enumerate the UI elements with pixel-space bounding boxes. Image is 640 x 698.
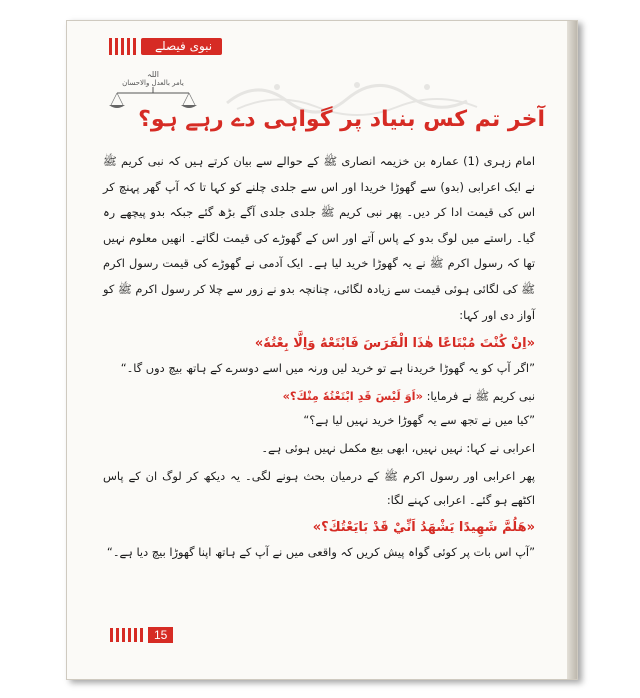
bedouin-reply: اعرابی نے کہا: نہیں نہیں، ابھی بیع مکمل نہیں ہوئی ہے۔: [261, 441, 535, 456]
prophet-said-prefix: نبی کریم ﷺ نے فرمایا:: [426, 389, 535, 404]
narrative-paragraph: امام زہری (1) عمارہ بن خزیمہ انصاری ﷺ کے حوالے سے بیان کرتے ہیں کہ نبی کریم ﷺ نے ایک اعرابی (بدو) سے گھوڑا خریدا اور اس سے جلدی چلنے کو کہا تا کہ آپ گھر پہنچ کر اس کی قیمت ادا کر دیں۔ پھر نبی کریم ﷺ جلدی جلدی آگے بڑھ گئے جبکہ بدو پیچھے رہ گیا۔ راستے میں لوگ بدو کے پاس آتے اور اس کے گھوڑے کی قیمت لگاتے۔ انھیں معلوم نہیں تھا کہ رسول اکرم ﷺ نے یہ گھوڑا خرید لیا ہے۔ ایک آدمی نے گھوڑے کی قیمت رسول اکرم ﷺ کی لگائی ہوئی قیمت سے زیادہ لگائی، چنانچہ بدو نے زور سے چلا کر رسول اکرم ﷺ کو آواز دی اور کہا:: [103, 154, 535, 322]
page-footer: [110, 627, 173, 643]
page-content: [103, 149, 535, 564]
page-title: آخر تم کس بنیاد پر گواہی دے رہے ہو؟: [138, 107, 545, 132]
section-header: [109, 38, 222, 55]
book-spine: [567, 21, 577, 679]
bedouin-quote-arabic: «اِنْ كُنْتَ مُبْتَاعًا هٰذَا الْفَرَسَ فَابْتَعْهُ وَاِلَّا بِعْتُهٗ»: [254, 336, 535, 352]
footer-bars: [110, 628, 143, 642]
prophet-response: [103, 384, 535, 408]
dispute-paragraph: پھر اعرابی اور رسول اکرم ﷺ کے درمیان بحث ہونے لگی۔ یہ دیکھ کر لوگ ان کے پاس اکٹھے ہو گئے۔ اعرابی کہنے لگا:: [103, 469, 535, 508]
emblem-motto: یامر بالعدل والاحسان: [122, 78, 184, 87]
header-bars: [109, 38, 136, 55]
prophet-quote-urdu: ”کیا میں نے تجھ سے یہ گھوڑا خرید نہیں لیا ہے؟“: [303, 413, 535, 428]
page-number: 15: [148, 627, 173, 643]
section-tab: نبوی فیصلے: [141, 38, 222, 55]
bedouin-quote-urdu: ”اگر آپ کو یہ گھوڑا خریدنا ہے تو خرید لیں ورنہ میں اسے دوسرے کے ہاتھ بیچ دوں گا۔“: [120, 361, 535, 376]
justice-emblem: [107, 71, 199, 111]
book-page: [66, 20, 578, 680]
witness-quote-urdu: ”آپ اس بات پر کوئی گواہ پیش کریں کہ واقعی میں نے آپ کے ہاتھ اپنا گھوڑا بیچ دیا ہے۔“: [106, 545, 535, 560]
witness-quote-arabic: «هَلُمَّ شَهِيدًا يَشْهَدُ اَنِّيْ قَدْ بَايَعْتُكَ؟»: [312, 520, 535, 536]
prophet-quote-arabic: «اَوَ لَیْسَ قَدِ ابْتَعْتُهٗ مِنْكَ؟»: [282, 389, 423, 404]
emblem-allah: اللہ: [147, 70, 159, 79]
